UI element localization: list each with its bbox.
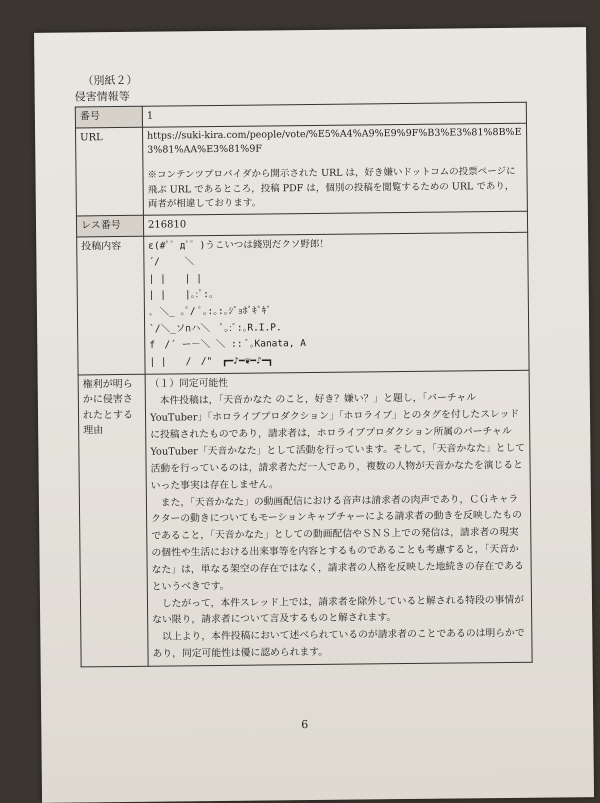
post-line: | | |｡:ﾟ:｡ (148, 289, 214, 302)
reason-paragraph: 本件投稿は，「天音かなた のこと，好き？嫌い？」と題し，「バーチャル YouTuber」「ホロライブプロダクション」「ホロライブ」とのタグを付したスレッドに投稿されたものであり，請求者は，ホロライブプロダクション所属のバーチャル YouTuber「天音かなた」として活動を行っています。そして，「天音かなた」として活動を行っているのは，請求者ただ一人であり，複数の人物が天音かなたを演じるといった事実は存在しません。 (150, 392, 526, 492)
reason-paragraph: したがって，本件スレッド上では，請求者を除外していると解される特段の事情がない限り，請求者について言及するものと解されます。 (152, 594, 525, 627)
number-label: 番号 (75, 106, 142, 127)
post-line: `/＼_ソ∩ハ＼ ﾟ｡:ﾟ:｡R.I.P. (149, 322, 282, 335)
post-label: 投稿内容 (77, 236, 145, 375)
infringement-table (75, 102, 533, 668)
number-value: 1 (142, 102, 526, 127)
url-note: ※コンテンツプロバイダから開示された URL は，好き嫌いドットコムの投票ページに飛ぶ URL であるところ，投稿 PDF は，個別の投稿を閲覧するための URL であり，両者が相違しております。 (147, 165, 516, 211)
attachment-label: （別紙２） (82, 73, 138, 88)
reason-content (145, 370, 532, 666)
url-value: https://suki-kira.com/people/vote/%E5%A4%A9%E9%9F%B3%E3%81%8B%E3%81%AA%E3%81%9F (147, 126, 522, 156)
row-post (77, 232, 529, 375)
row-url (76, 123, 528, 216)
post-line: f /´ ー－＼ ＼ :: ﾟ｡Kanata, A (149, 338, 307, 352)
post-line: ε(#ﾟ゜дﾟ゜)うこいつは錢別だクソ野郎！ (148, 238, 329, 252)
url-label: URL (76, 127, 144, 216)
post-content (144, 232, 529, 374)
section-title: 侵害情報等 (74, 89, 130, 104)
page-number: 6 (301, 718, 309, 732)
post-line: | | | | (148, 272, 202, 285)
reason-heading: （１）同定可能性 (149, 377, 229, 390)
url-cell (143, 123, 528, 216)
reason-paragraph: また，「天音かなた」の動画配信における音声は請求者の肉声であり，ＣＧキャラクターの動きについてもモーションキャプチャーによる請求者の動きを反映したものであること，「天音かなた」としての動画配信やＳＮＳ上での発信は，請求者の現実の個性や生活における出来事等を内容とするものであることも考慮すると，「天音かなた」は，単なる架空の存在ではなく，請求者の人格を反映した地続きの存在であるというべきです。 (151, 493, 524, 593)
post-line: ､ ＼_ ｡ﾟ/ ﾟ｡:｡:｡ｼﾞｮﾎﾞｷﾞｷﾞ (148, 305, 272, 318)
post-line: ´/ ＼ (148, 256, 195, 268)
res-label: レス番号 (76, 215, 143, 236)
reason-label: 権利が明らかに侵害されたとする理由 (78, 374, 148, 667)
res-value: 216810 (143, 211, 527, 236)
row-reason (78, 370, 532, 667)
document-page (34, 27, 594, 803)
reason-paragraph: 以上より，本件投稿において述べられているのが請求者のことであるのは明らかであり，同定可能性は優に認められます。 (152, 628, 525, 660)
post-line: | | / /" ┏━♪━❦━♪━┓ (149, 355, 274, 368)
